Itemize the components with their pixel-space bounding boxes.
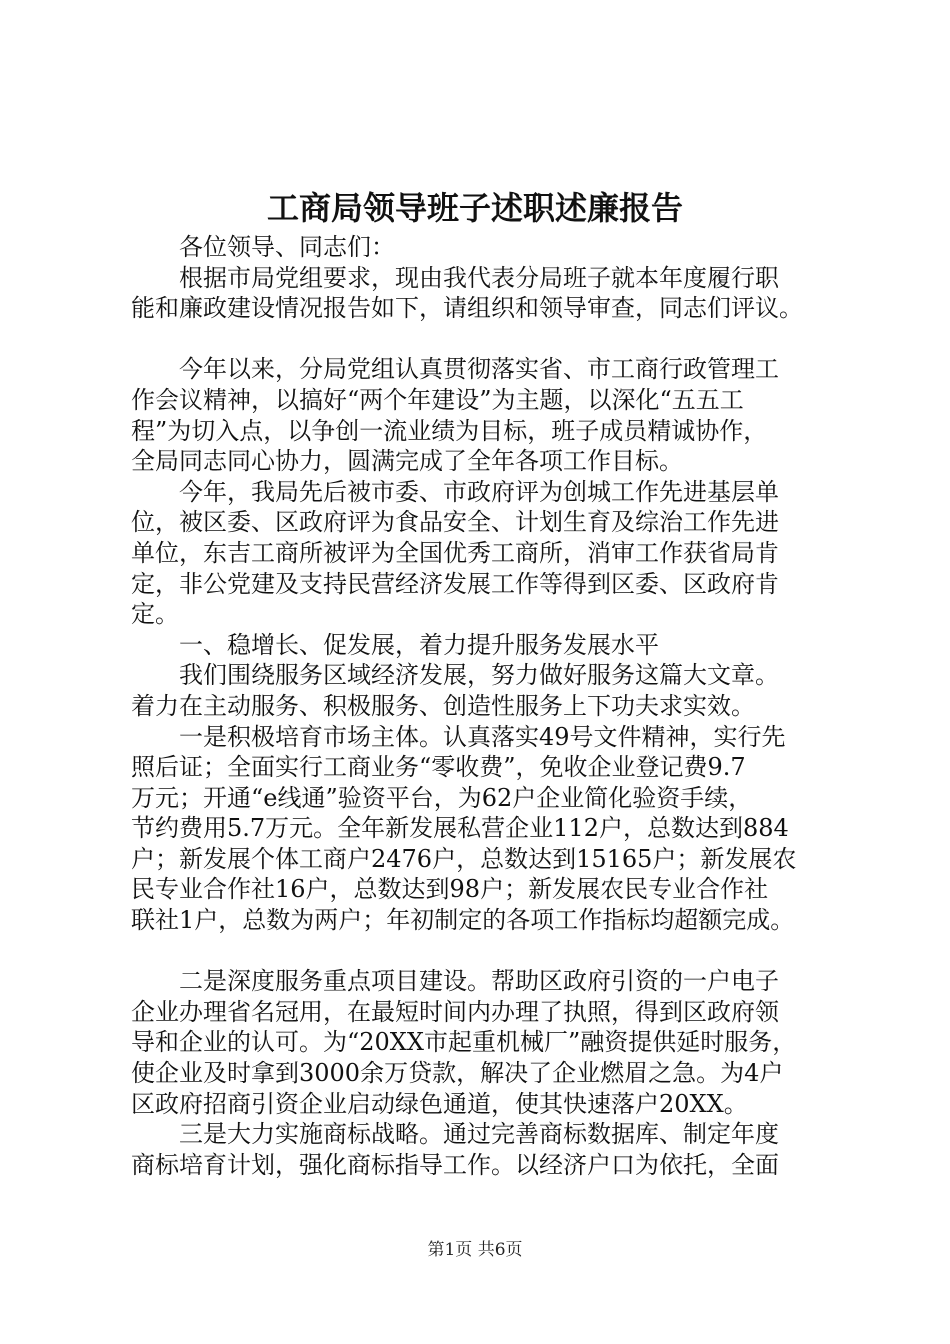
text-line: 企业办理省名冠用，在最短时间内办理了执照，得到区政府领 — [131, 997, 779, 1026]
text-line: 定，非公党建及支持民营经济发展工作等得到区委、区政府肯 — [131, 569, 779, 598]
text-line: 今年以来，分局党组认真贯彻落实省、市工商行政管理工 — [179, 355, 779, 384]
document-title: 工商局领导班子述职述廉报告 — [266, 189, 683, 227]
text-line: 一是积极培育市场主体。认真落实49号文件精神，实行先 — [179, 722, 786, 751]
text-line: 位，被区委、区政府评为食品安全、计划生育及综治工作先进 — [131, 508, 779, 537]
text-line: 程”为切入点，以争创一流业绩为目标，班子成员精诚协作， — [131, 416, 768, 445]
text-line: 使企业及时拿到3000余万贷款，解决了企业燃眉之急。为4户 — [131, 1059, 784, 1088]
text-line: 作会议精神，以搞好“两个年建设”为主题，以深化“五五工 — [131, 385, 744, 414]
text-line: 二是深度服务重点项目建设。帮助区政府引资的一户电子 — [179, 967, 779, 996]
text-line: 我们围绕服务区域经济发展，努力做好服务这篇大文章。 — [179, 661, 779, 690]
text-line: 定。 — [131, 600, 179, 629]
text-line: 根据市局党组要求，现由我代表分局班子就本年度履行职 — [179, 263, 779, 292]
text-line: 户；新发展个体工商户2476户，总数达到15165户；新发展农 — [131, 844, 797, 873]
text-line: 照后证；全面实行工商业务“零收费”，免收企业登记费9.7 — [131, 753, 746, 782]
text-line: 民专业合作社16户，总数达到98户；新发展农民专业合作社 — [131, 875, 769, 904]
text-line: 各位领导、同志们： — [179, 233, 395, 261]
blank-line — [131, 324, 831, 355]
document-body — [131, 232, 831, 1180]
page-footer: 第1页 共6页 — [427, 1240, 523, 1260]
text-line: 着力在主动服务、积极服务、创造性服务上下功夫求实效。 — [131, 691, 755, 720]
text-line: 区政府招商引资企业启动绿色通道，使其快速落户20XX。 — [131, 1089, 748, 1118]
text-line: 今年，我局先后被市委、市政府评为创城工作先进基层单 — [179, 477, 779, 506]
text-line: 联社1户，总数为两户；年初制定的各项工作指标均超额完成。 — [131, 906, 795, 935]
text-line: 能和廉政建设情况报告如下，请组织和领导审查，同志们评议。 — [131, 294, 803, 323]
text-line: 单位，东吉工商所被评为全国优秀工商所，消审工作获省局肯 — [131, 538, 779, 567]
text-line: 一、稳增长、促发展，着力提升服务发展水平 — [179, 630, 659, 659]
text-line: 三是大力实施商标战略。通过完善商标数据库、制定年度 — [179, 1120, 779, 1149]
blank-line — [131, 936, 831, 967]
text-line: 导和企业的认可。为“20XX市起重机械厂”融资提供延时服务， — [131, 1028, 797, 1057]
text-line: 商标培育计划，强化商标指导工作。以经济户口为依托，全面 — [131, 1150, 779, 1179]
text-line: 节约费用5.7万元。全年新发展私营企业112户，总数达到884 — [131, 814, 789, 843]
text-line: 全局同志同心协力，圆满完成了全年各项工作目标。 — [131, 447, 683, 476]
text-line: 万元；开通“e线通”验资平台，为62户企业简化验资手续， — [131, 783, 753, 812]
